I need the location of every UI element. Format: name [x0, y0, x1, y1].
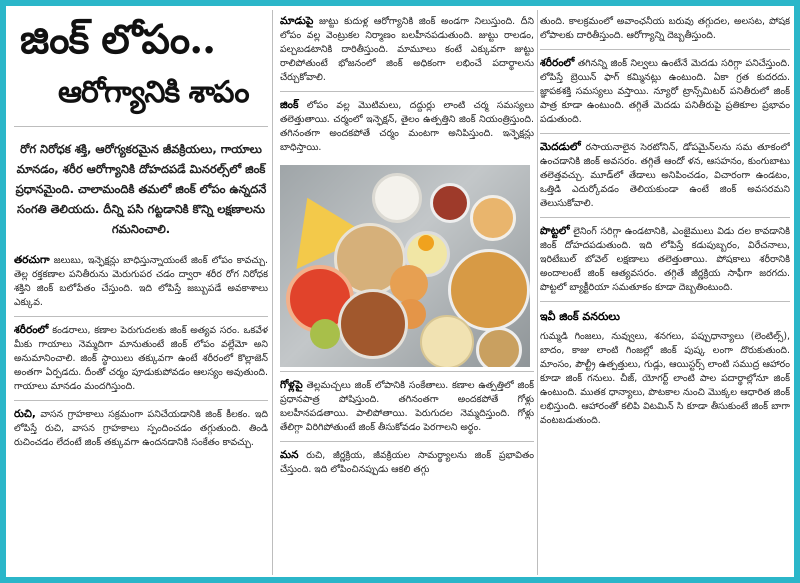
paragraph-stomach: పొట్టలో లైనింగ్ సరిగ్గా ఉండటానికి, ఎంజైములు విడు దల కావడానికి జింక్ దోహదపడుతుంది. ఇది లోపిస్తే కడుపుబ్బరం, విరేచనాలు, ఇరిటేబుల్ బోవెల్ లక్షణాలు తలెత్తుతాయి. పోషకాలు శరీరానికి అందాలంటే జింక్ ఆత్యవసరం. తగ్గితే జీర్ణక్రియ సాఫీగా జరగదు. పొట్టలో బ్యాక్టీరియా సమతూకం కూడా దెబ్బతింటుంది.: [540, 218, 790, 302]
milk-glass: [372, 173, 422, 223]
paragraph-colds: తరచుగా జలుబు, ఇన్ఫెక్షన్లు బాధిస్తున్నాయంటే జింక్ లోపం కావచ్చు. తెల్ల రక్తకణాల పనితీరును మెరుగుపర చడం ద్వారా శరీర రోగ నిరోధక శక్తిని జింక్ బలోపేతం చేస్తుంది. ఇది లోపిస్తే జబ్బుపడే అవకాశాలు ఎక్కువ.: [14, 247, 268, 317]
column-divider-1: [272, 10, 273, 575]
rice-cake: [420, 315, 474, 367]
column-1-paragraphs: [14, 247, 268, 456]
paragraph-brain: శరీరంలో తగినన్ని జింక్ నిల్వలు ఉంటేనే మెదడు సరిగ్గా పనిచేస్తుంది. లోపిస్తే బ్రెయిన్ ఫాగ్ కమ్మినట్లు ఉంటుంది. ఏకా గ్రత కుదరదు. జ్ఞాపకశక్తి సమస్యలు వస్తాయి. న్యూరో ట్రాన్స్‌మిటర్ పనితీరులో జింక్ పాత్ర కూడా ఉంటుంది. తగ్గితే మెదడు పనితీరుపై ప్రతికూల ప్రభావం పడుతుంది.: [540, 50, 790, 134]
paragraph-taste-smell: రుచి, వాసన గ్రాహకాలు సక్రమంగా పనిచేయడానికి జింక్ కీలకం. ఇది లోపిస్తే రుచి, వాసన గ్రాహకాలు స్పందించడం తగ్గుతుంది. తిండి రుచించడం లేదంటే జింక్ తక్కువగా ఉందనడానికి సంకేతం కావచ్చు.: [14, 408, 268, 448]
paragraph-appetite-cont: తుంది. కాలక్రమంలో అవాంఛనీయ బరువు తగ్గుదల, అలసట, పోషక లోపాలకు దారితీస్తుంది. ఆరోగ్యాన్ని దెబ్బతీస్తుంది.: [540, 8, 790, 50]
grains-bowl: [476, 327, 522, 367]
zinc-foods-photo: [280, 165, 530, 367]
intro-paragraph: రోగ నిరోధక శక్తి, ఆరోగ్యకరమైన జీవక్రియలు, గాయాలు మానడం, శరీర ఆరోగ్యానికి దోహదపడే మినరల్స్‌లో జింక్ ప్రధానమైంది. చాలామందికి తమలో జింక్ లోపం ఉన్నదనే సంగతి తెలియదు. దీన్ని పసి గట్టడానికి కొన్ని లక్షణాలను గమనించాలి.: [14, 126, 268, 239]
beans-bowl: [430, 183, 470, 223]
column-divider-2: [537, 10, 538, 575]
sources-heading: ఇవీ జింక్ వనరులు: [540, 310, 620, 323]
paragraph-hair: మాడుపై జుట్టు కుదుళ్ల ఆరోగ్యానికి జింక్ అండగా నిలుస్తుంది. దీని లోపం వల్ల వెంట్రుకల నిర్మాణం బలహీనపడుతుంది. జుట్టు రాలడం, పల్చబడటానికి దారితీస్తుంది. మామూలు కంటే ఎక్కువగా జుట్టు రాలిపోతుంటే భోజనంలో జింక్ అధికంగా లభించే పదార్థాలను చేర్చుకోవాలి.: [280, 8, 534, 92]
egg-yolk: [418, 235, 434, 251]
paragraph-sources: గుమ్మడి గింజలు, నువ్వులు, శనగలు, పప్పుధాన్యాలు (లెంటిల్స్), బాదం, కాజు లాంటి గింజల్లో జింక్ పుష్క లంగా దొరుకుతుంది. మాంసం, పౌల్ట్రీ ఉత్పత్తులు, గుడ్లు, ఆయిస్టర్స్ లాంటి సముద్ర ఆహారం కూడా జింక్ గనులు. చీజ్, యోగర్ట్ లాంటి పాల పదార్థాల్లోనూ జింక్ ఉంటుంది. ముతక ధాన్యాలు, పొటకాల నుంచి మొక్కల ఆధారిత జింక్ లభిస్తుంది. ఆహారంతో కలిపి విటమిన్ సి కూడా తీసుకుంటే జింక్ బాగా వంటబడుతుంది.: [540, 331, 790, 426]
column-1: [14, 8, 268, 577]
paragraph-wounds: శరీరంలో కండరాలు, కణాల పెరుగుదలకు జింక్ అత్యవ సరం. ఒకవేళ మీకు గాయాలు నెమ్మదిగా మానుతుంటే జింక్ లోపం వల్లేమో అని అనుమానించాలి. జింక్ స్థాయిలు తక్కువగా ఉంటే శరీరంలో కొల్లాజెన్ అంతగా ఏర్పడదు. దీంతో చర్మం పూడుకుపోవడం ఆలస్యం అవుతుంది. గాయాలు మానడం మందగిస్తుంది.: [14, 317, 268, 401]
headline-line-1: జింక్ లోపం..: [20, 16, 216, 63]
shrimp-bowl: [470, 195, 516, 241]
paragraph-nails: గోళ్లపై తెల్లమచ్చలు జింక్ లోపానికి సంకేతాలు. కణాల ఉత్పత్తిలో జింక్ ప్రధానపాత్ర పోషిస్తుంది. తగినంతగా అందకపోతే గోళ్లు బలహీనపడతాయి. పాలిపోతాయి. పెరుగుదల నెమ్మదిస్తుంది. గోళ్లు తేలిగ్గా విరిగిపోతుంటే జింక్ తీసుకోవడం పెరగాలని అర్థం.: [280, 371, 534, 442]
headline-line-2: ఆరోగ్యానికి శాపం: [58, 75, 249, 110]
paragraph-mood: మెదడులో రసాయనాలైన సెరటోనిన్, డోపమైన్‌లను సమ తూకంలో ఉంచడానికి జింక్ అవసరం. తగ్గితే ఆందో ళన, ఆసహనం, కుంగుబాటు తలెత్తవచ్చు. మూడ్‌లో తేడాలు అనిపించడం, విచారంగా ఉండటం, ఒత్తిడి ఎదుర్కోవడం తెలియకుండా ఉంటే జింక్ అవసరమని తెలుసుకోవాలి.: [540, 134, 790, 218]
hazelnuts-bowl: [338, 289, 408, 359]
grapes: [310, 319, 340, 349]
paragraph-skin: జింక్ లోపం వల్ల మొటిమలు, దద్దుర్లు లాంటి చర్మ సమస్యలు తలెత్తుతాయి. చర్మంలో ఇన్ఫెక్షన్, తైలం ఉత్పత్తిని జింక్ నియంత్రిస్తుంది. తగినంతగా అందకపోతే చర్మం మంటగా అనిపిస్తుంది. ఇన్ఫెక్షన్లు బాధిస్తాయి.: [280, 99, 534, 153]
column-2: [280, 8, 534, 577]
paragraph-appetite: మన రుచి, జీర్ణక్రియ, జీవక్రియల సామర్థ్యాలను జింక్ ప్రభావితం చేస్తుంది. ఇది లోపించినప్పుడు ఆకలి తగ్గు: [280, 449, 534, 475]
column-3: [540, 8, 790, 577]
